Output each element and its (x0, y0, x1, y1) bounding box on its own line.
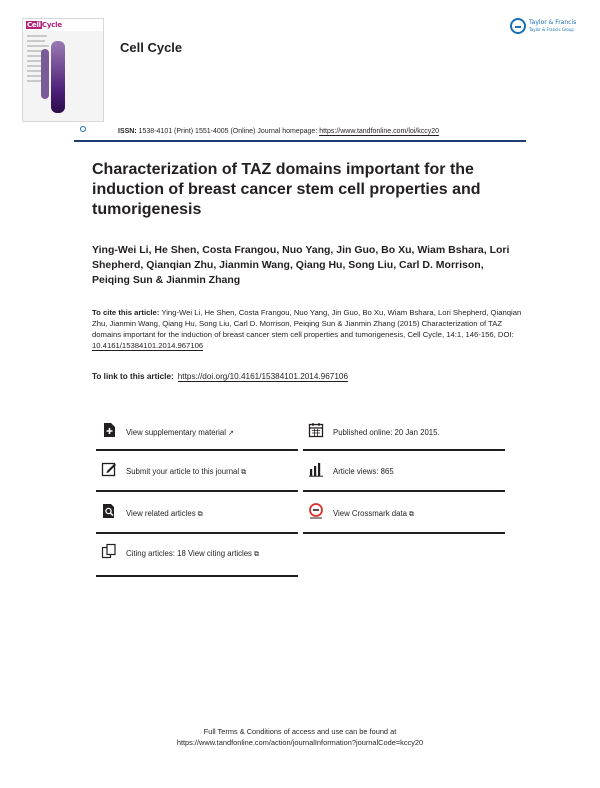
external-link-icon: ⧉ (408, 511, 414, 518)
publisher-logo: Taylor & Francis Taylor & Francis Group (510, 18, 584, 36)
issn-line: ISSN: 1538-4101 (Print) 1551-4005 (Online) Journal homepage: https://www.tandfonline.com/loi/kccy20 (118, 128, 440, 135)
article-link-line: To link to this article: https://doi.org/10.4161/15384101.2014.967106 (92, 372, 349, 381)
citing-articles-link[interactable]: Citing articles: 18 View citing articles ⧉ (96, 537, 298, 571)
journal-homepage-link[interactable]: https://www.tandfonline.com/loi/kccy20 (319, 128, 440, 135)
external-link-icon: ⧉ (241, 469, 247, 476)
submit-article-link[interactable]: Submit your article to this journal ⧉ (96, 455, 298, 489)
journal-title: Cell Cycle (120, 40, 183, 55)
cover-logo: CellCycle (27, 21, 62, 29)
bar-chart-icon (308, 461, 324, 477)
article-doi-url[interactable]: https://doi.org/10.4161/15384101.2014.967106 (177, 372, 349, 381)
footer-terms-text: Full Terms & Conditions of access and use can be found at (203, 727, 397, 736)
publisher-mark-icon (510, 18, 526, 34)
citation-block: To cite this article: Ying-Wei Li, He Shen, Costa Frangou, Nuo Yang, Jin Guo, Bo Xu, Wiam Bshara, Lori Shepherd, Qianqian Zhu, Jianmin Wang, Qiang Hu, Song Liu, Carl D. Morrison, Peiqing Sun & Jianmin Zhang (2015) Characterization of TAZ domains important for the induction of breast cancer stem cell properties and tumorigenesis, Cell Cycle, 14:1, 146-156, DOI: 10.4161/15384101.2014.967106 (92, 308, 522, 350)
external-link-icon: ⧉ (253, 551, 259, 558)
document-plus-icon (101, 422, 117, 438)
article-title: Characterization of TAZ domains important for the induction of breast cancer stem cell properties and tumorigenesis (92, 161, 481, 218)
header-divider (74, 140, 526, 142)
calendar-icon (308, 422, 324, 438)
external-link-icon: ⧉ (197, 511, 203, 518)
journal-cover-image (22, 18, 104, 122)
edit-icon (101, 461, 117, 477)
small-publisher-logo (80, 126, 87, 132)
supplementary-material-link[interactable]: View supplementary material ↗ (96, 416, 298, 450)
footer-terms-url[interactable]: https://www.tandfonline.com/action/journalInformation?journalCode=kccy20 (176, 738, 424, 747)
search-document-icon (101, 503, 117, 519)
crossmark-link[interactable]: View Crossmark data ⧉ (303, 497, 505, 531)
crossmark-icon (308, 503, 324, 519)
terms-footer (0, 726, 600, 748)
external-link-icon: ↗ (227, 430, 234, 437)
doi-link[interactable]: 10.4161/15384101.2014.967106 (92, 341, 204, 350)
citing-documents-icon (101, 543, 117, 559)
article-views: Article views: 865 (303, 455, 505, 489)
author-list: Ying-Wei Li, He Shen, Costa Frangou, Nuo Yang, Jin Guo, Bo Xu, Wiam Bshara, Lori Shepherd, Qianqian Zhu, Jianmin Wang, Qiang Hu, Song Liu, Carl D. Morrison, Peiqing Sun & Jianmin Zhang (92, 244, 510, 286)
published-date: Published online: 20 Jan 2015. (303, 416, 505, 450)
related-articles-link[interactable]: View related articles ⧉ (96, 497, 298, 531)
